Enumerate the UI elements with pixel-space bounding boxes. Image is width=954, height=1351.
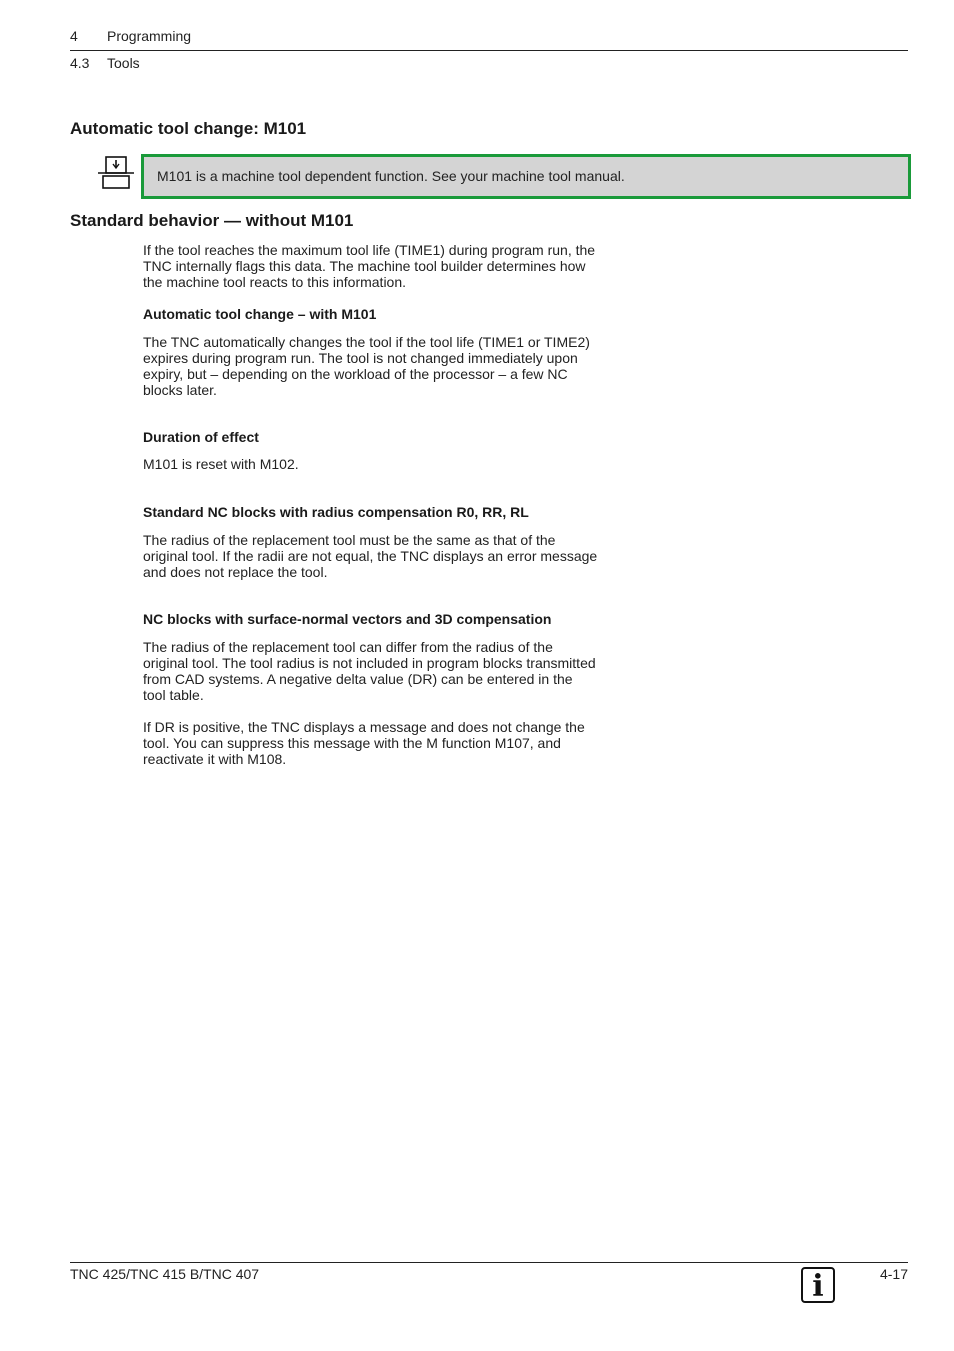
chapter-title: Programming bbox=[107, 28, 192, 44]
page-number: 4-17 bbox=[879, 1266, 908, 1282]
surface-heading: NC blocks with surface-normal vectors and 3D compensation bbox=[143, 611, 552, 627]
standard-paragraph bbox=[143, 242, 633, 290]
footer-rule bbox=[70, 1262, 908, 1263]
surface-paragraph-2 bbox=[143, 719, 633, 767]
header-rule bbox=[70, 50, 908, 51]
text-line: If the tool reaches the maximum tool life (TIME1) during program run, the bbox=[143, 242, 596, 258]
text-line: expiry, but – depending on the workload of the processor – a few NC bbox=[143, 366, 568, 382]
machine-note-box bbox=[141, 154, 911, 199]
info-icon bbox=[801, 1267, 835, 1303]
with-m101-paragraph bbox=[143, 334, 633, 398]
section-header bbox=[70, 55, 140, 71]
info-glyph bbox=[803, 1269, 833, 1301]
chapter-header bbox=[70, 28, 191, 44]
info-letter: i bbox=[812, 1269, 824, 1301]
footer-model: TNC 425/TNC 415 B/TNC 407 bbox=[70, 1266, 260, 1282]
text-line: tool table. bbox=[143, 687, 204, 703]
text-line: original tool. If the radii are not equal, the TNC displays an error message bbox=[143, 548, 598, 564]
text-line: expires during program run. The tool is not changed immediately upon bbox=[143, 350, 578, 366]
section-title: Tools bbox=[107, 55, 140, 71]
duration-paragraph: M101 is reset with M102. bbox=[143, 456, 299, 472]
radius-heading: Standard NC blocks with radius compensation R0, RR, RL bbox=[143, 504, 529, 520]
text-line: The radius of the replacement tool can differ from the radius of the bbox=[143, 639, 553, 655]
text-line: TNC internally flags this data. The machine tool builder determines how bbox=[143, 258, 586, 274]
text-line: blocks later. bbox=[143, 382, 217, 398]
text-line: from CAD systems. A negative delta value (DR) can be entered in the bbox=[143, 671, 573, 687]
machine-tool-icon bbox=[97, 156, 135, 190]
machine-note-text: M101 is a machine tool dependent function. See your machine tool manual. bbox=[157, 168, 625, 184]
text-line: The TNC automatically changes the tool if the tool life (TIME1 or TIME2) bbox=[143, 334, 590, 350]
with-m101-heading: Automatic tool change – with M101 bbox=[143, 306, 377, 322]
standard-heading: Standard behavior — without M101 bbox=[70, 211, 354, 230]
text-line: reactivate it with M108. bbox=[143, 751, 287, 767]
text-line: the machine tool reacts to this information. bbox=[143, 274, 407, 290]
section-number: 4.3 bbox=[70, 55, 90, 71]
radius-paragraph bbox=[143, 532, 633, 580]
duration-heading: Duration of effect bbox=[143, 429, 259, 445]
surface-paragraph-1 bbox=[143, 639, 633, 703]
text-line: and does not replace the tool. bbox=[143, 564, 328, 580]
text-line: tool. You can suppress this message with the M function M107, and bbox=[143, 735, 561, 751]
text-line: original tool. The tool radius is not included in program blocks transmitted bbox=[143, 655, 596, 671]
chapter-number: 4 bbox=[70, 28, 78, 44]
auto-change-heading: Automatic tool change: M101 bbox=[70, 119, 307, 138]
text-line: The radius of the replacement tool must be the same as that of the bbox=[143, 532, 556, 548]
text-line: If DR is positive, the TNC displays a message and does not change the bbox=[143, 719, 585, 735]
